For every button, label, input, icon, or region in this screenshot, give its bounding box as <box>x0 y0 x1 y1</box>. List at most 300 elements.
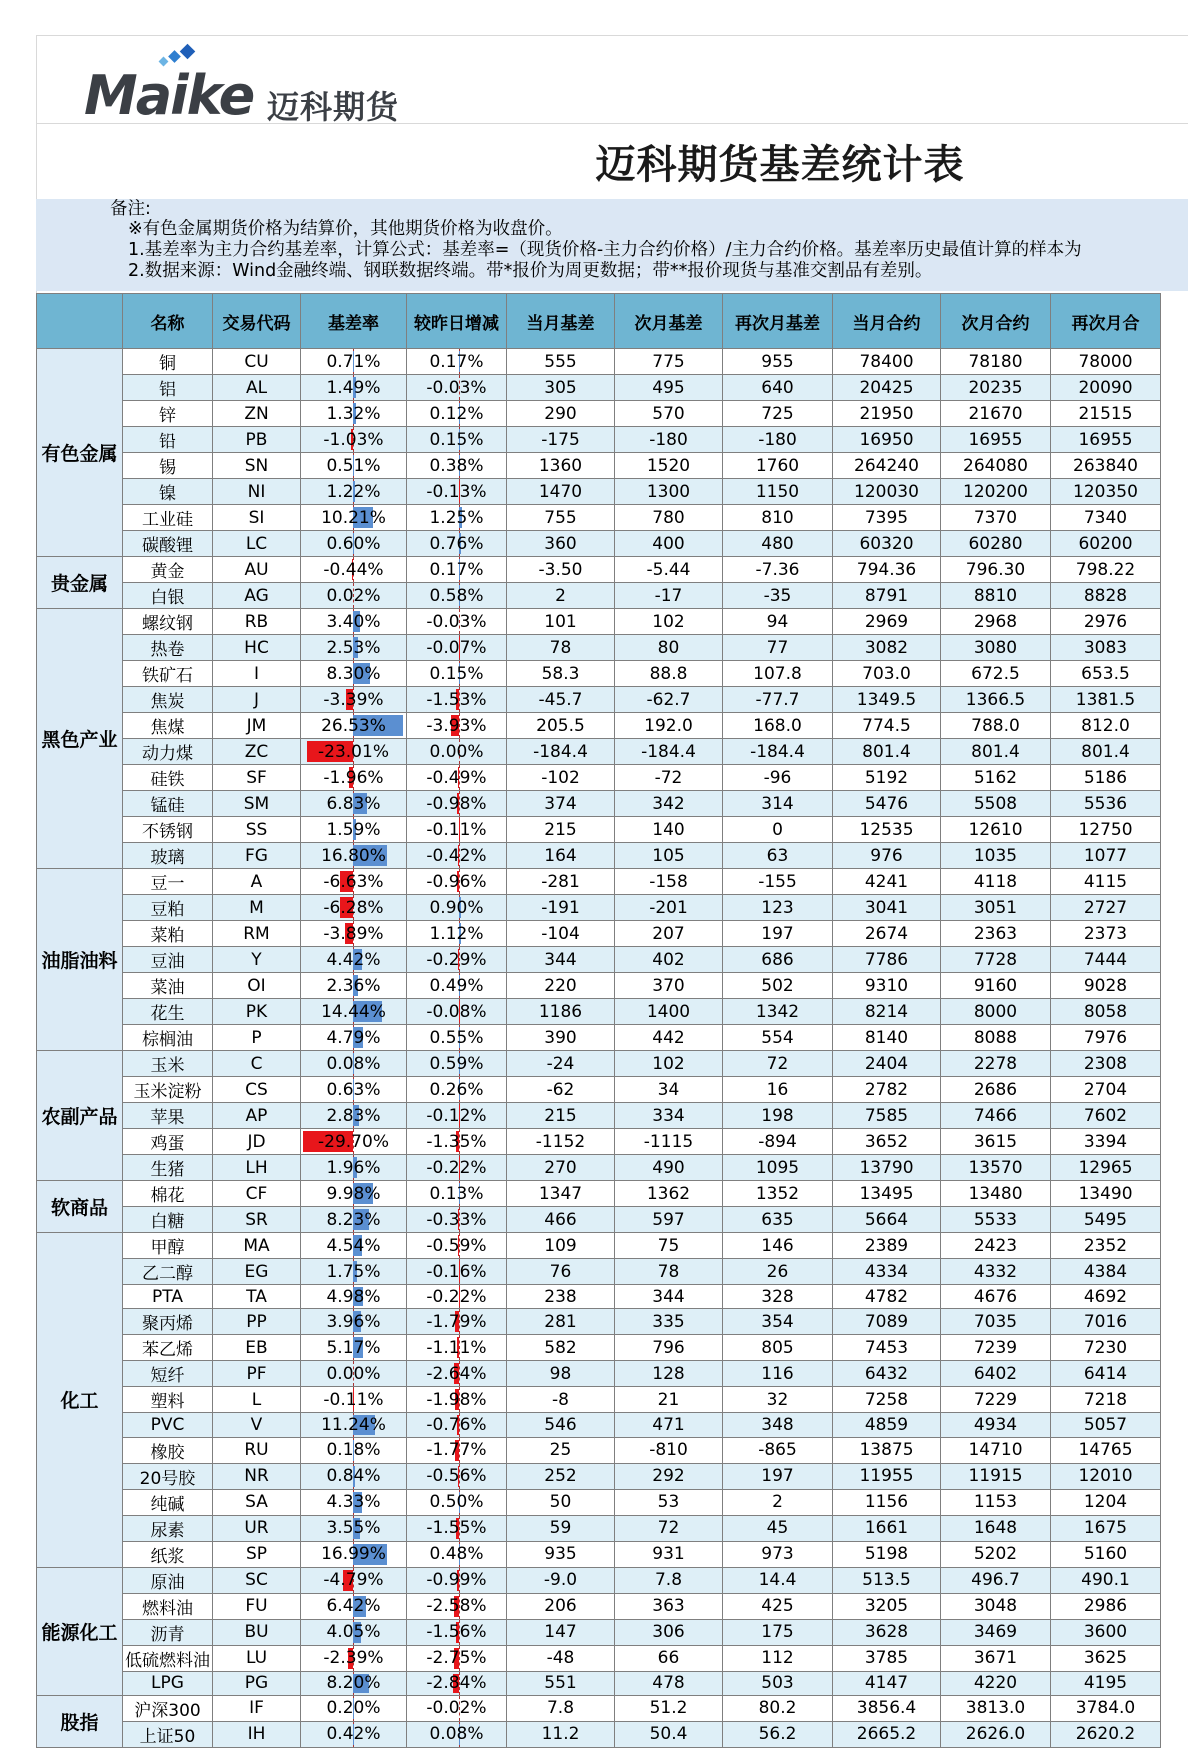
basis-cell[interactable]: 597 <box>615 1207 723 1233</box>
contract-price-cell[interactable]: 7466 <box>941 1103 1051 1129</box>
daily-change-cell[interactable] <box>407 609 507 635</box>
contract-price-cell[interactable]: 7453 <box>833 1335 941 1361</box>
basis-cell[interactable]: -865 <box>723 1437 833 1463</box>
basis-cell[interactable]: 490 <box>615 1155 723 1181</box>
basis-cell[interactable]: 123 <box>723 895 833 921</box>
contract-price-cell[interactable]: 12010 <box>1051 1463 1161 1489</box>
product-name-cell[interactable]: 生猪 <box>123 1155 213 1181</box>
table-row[interactable] <box>37 401 1161 427</box>
basis-cell[interactable]: 1360 <box>507 453 615 479</box>
table-row[interactable] <box>37 1593 1161 1619</box>
basis-cell[interactable]: 192.0 <box>615 713 723 739</box>
table-row[interactable] <box>37 1155 1161 1181</box>
table-row[interactable] <box>37 349 1161 375</box>
basis-rate-cell[interactable] <box>301 479 407 505</box>
exchange-code-cell[interactable]: SI <box>213 505 301 531</box>
basis-cell[interactable]: -184.4 <box>615 739 723 765</box>
basis-cell[interactable]: -45.7 <box>507 687 615 713</box>
daily-change-cell[interactable] <box>407 661 507 687</box>
contract-price-cell[interactable]: 13875 <box>833 1437 941 1463</box>
contract-price-cell[interactable]: 2278 <box>941 1051 1051 1077</box>
daily-change-cell[interactable] <box>407 1155 507 1181</box>
contract-price-cell[interactable]: 8828 <box>1051 583 1161 609</box>
daily-change-cell[interactable] <box>407 739 507 765</box>
contract-price-cell[interactable]: 1675 <box>1051 1515 1161 1541</box>
product-name-cell[interactable]: 锡 <box>123 453 213 479</box>
daily-change-cell[interactable] <box>407 1335 507 1361</box>
basis-cell[interactable]: 425 <box>723 1593 833 1619</box>
daily-change-cell[interactable] <box>407 1437 507 1463</box>
product-name-cell[interactable]: 上证50 <box>123 1721 213 1747</box>
contract-price-cell[interactable]: 78400 <box>833 349 941 375</box>
contract-price-cell[interactable]: 2308 <box>1051 1051 1161 1077</box>
contract-price-cell[interactable]: 703.0 <box>833 661 941 687</box>
contract-price-cell[interactable]: 3051 <box>941 895 1051 921</box>
basis-rate-cell[interactable] <box>301 375 407 401</box>
basis-cell[interactable]: 442 <box>615 1025 723 1051</box>
basis-cell[interactable]: 56.2 <box>723 1721 833 1747</box>
basis-cell[interactable]: 72 <box>615 1515 723 1541</box>
basis-cell[interactable]: -201 <box>615 895 723 921</box>
exchange-code-cell[interactable]: EG <box>213 1259 301 1285</box>
basis-cell[interactable]: 215 <box>507 817 615 843</box>
contract-price-cell[interactable]: 120030 <box>833 479 941 505</box>
basis-cell[interactable]: 207 <box>615 921 723 947</box>
exchange-code-cell[interactable]: Y <box>213 947 301 973</box>
basis-cell[interactable]: 551 <box>507 1671 615 1695</box>
table-row[interactable] <box>37 713 1161 739</box>
basis-cell[interactable]: 328 <box>723 1285 833 1309</box>
basis-cell[interactable]: 197 <box>723 921 833 947</box>
contract-price-cell[interactable]: 2968 <box>941 609 1051 635</box>
exchange-code-cell[interactable]: TA <box>213 1285 301 1309</box>
table-row[interactable] <box>37 1619 1161 1645</box>
basis-rate-cell[interactable] <box>301 1463 407 1489</box>
exchange-code-cell[interactable]: SP <box>213 1541 301 1567</box>
contract-price-cell[interactable]: 9310 <box>833 973 941 999</box>
product-name-cell[interactable]: 动力煤 <box>123 739 213 765</box>
basis-cell[interactable]: 50.4 <box>615 1721 723 1747</box>
contract-price-cell[interactable]: 3813.0 <box>941 1695 1051 1721</box>
product-name-cell[interactable]: 白糖 <box>123 1207 213 1233</box>
daily-change-cell[interactable] <box>407 505 507 531</box>
basis-rate-cell[interactable] <box>301 1541 407 1567</box>
contract-price-cell[interactable]: 3652 <box>833 1129 941 1155</box>
basis-rate-cell[interactable] <box>301 1285 407 1309</box>
daily-change-cell[interactable] <box>407 817 507 843</box>
contract-price-cell[interactable]: 3469 <box>941 1619 1051 1645</box>
basis-cell[interactable]: 374 <box>507 791 615 817</box>
contract-price-cell[interactable]: 20090 <box>1051 375 1161 401</box>
daily-change-cell[interactable] <box>407 1567 507 1593</box>
contract-price-cell[interactable]: 4195 <box>1051 1671 1161 1695</box>
contract-price-cell[interactable]: 8140 <box>833 1025 941 1051</box>
basis-rate-cell[interactable] <box>301 687 407 713</box>
basis-cell[interactable]: 7.8 <box>507 1695 615 1721</box>
contract-price-cell[interactable]: 2423 <box>941 1233 1051 1259</box>
exchange-code-cell[interactable]: JM <box>213 713 301 739</box>
basis-cell[interactable]: 2 <box>723 1489 833 1515</box>
product-name-cell[interactable]: 棕榈油 <box>123 1025 213 1051</box>
col-header[interactable]: 次月合约 <box>941 294 1051 349</box>
exchange-code-cell[interactable]: PF <box>213 1361 301 1387</box>
daily-change-cell[interactable] <box>407 1463 507 1489</box>
product-name-cell[interactable]: 苹果 <box>123 1103 213 1129</box>
basis-cell[interactable]: 7.8 <box>615 1567 723 1593</box>
table-row[interactable] <box>37 843 1161 869</box>
basis-cell[interactable]: 50 <box>507 1489 615 1515</box>
daily-change-cell[interactable] <box>407 765 507 791</box>
table-row[interactable] <box>37 1437 1161 1463</box>
exchange-code-cell[interactable]: A <box>213 869 301 895</box>
table-row[interactable] <box>37 817 1161 843</box>
contract-price-cell[interactable]: 8088 <box>941 1025 1051 1051</box>
basis-cell[interactable]: 780 <box>615 505 723 531</box>
basis-cell[interactable]: 281 <box>507 1309 615 1335</box>
basis-cell[interactable]: 775 <box>615 349 723 375</box>
basis-cell[interactable]: -180 <box>615 427 723 453</box>
contract-price-cell[interactable]: 6402 <box>941 1361 1051 1387</box>
basis-rate-cell[interactable] <box>301 895 407 921</box>
basis-cell[interactable]: 198 <box>723 1103 833 1129</box>
basis-rate-cell[interactable] <box>301 713 407 739</box>
table-row[interactable] <box>37 479 1161 505</box>
basis-rate-cell[interactable] <box>301 739 407 765</box>
contract-price-cell[interactable]: 120200 <box>941 479 1051 505</box>
contract-price-cell[interactable]: 798.22 <box>1051 557 1161 583</box>
daily-change-cell[interactable] <box>407 1103 507 1129</box>
product-name-cell[interactable]: 铜 <box>123 349 213 375</box>
basis-cell[interactable]: 1470 <box>507 479 615 505</box>
contract-price-cell[interactable]: 6432 <box>833 1361 941 1387</box>
basis-cell[interactable]: 1095 <box>723 1155 833 1181</box>
contract-price-cell[interactable]: 3600 <box>1051 1619 1161 1645</box>
basis-rate-cell[interactable] <box>301 1259 407 1285</box>
table-row[interactable] <box>37 1285 1161 1309</box>
contract-price-cell[interactable]: 78180 <box>941 349 1051 375</box>
contract-price-cell[interactable]: 801.4 <box>941 739 1051 765</box>
contract-price-cell[interactable]: 21670 <box>941 401 1051 427</box>
basis-rate-cell[interactable] <box>301 1155 407 1181</box>
contract-price-cell[interactable]: 4934 <box>941 1413 1051 1437</box>
basis-rate-cell[interactable] <box>301 1489 407 1515</box>
exchange-code-cell[interactable]: CU <box>213 349 301 375</box>
contract-price-cell[interactable]: 20425 <box>833 375 941 401</box>
basis-rate-cell[interactable] <box>301 1567 407 1593</box>
basis-cell[interactable]: 45 <box>723 1515 833 1541</box>
product-name-cell[interactable]: 菜粕 <box>123 921 213 947</box>
basis-rate-cell[interactable] <box>301 1387 407 1413</box>
basis-rate-cell[interactable] <box>301 817 407 843</box>
contract-price-cell[interactable]: 1156 <box>833 1489 941 1515</box>
product-name-cell[interactable]: 棉花 <box>123 1181 213 1207</box>
contract-price-cell[interactable]: 16955 <box>1051 427 1161 453</box>
daily-change-cell[interactable] <box>407 921 507 947</box>
product-name-cell[interactable]: 锌 <box>123 401 213 427</box>
contract-price-cell[interactable]: 3048 <box>941 1593 1051 1619</box>
basis-cell[interactable]: 58.3 <box>507 661 615 687</box>
contract-price-cell[interactable]: 796.30 <box>941 557 1051 583</box>
exchange-code-cell[interactable]: LH <box>213 1155 301 1181</box>
contract-price-cell[interactable]: 13570 <box>941 1155 1051 1181</box>
contract-price-cell[interactable]: 1035 <box>941 843 1051 869</box>
exchange-code-cell[interactable]: I <box>213 661 301 687</box>
contract-price-cell[interactable]: 2704 <box>1051 1077 1161 1103</box>
contract-price-cell[interactable]: 2626.0 <box>941 1721 1051 1747</box>
basis-cell[interactable]: 2 <box>507 583 615 609</box>
daily-change-cell[interactable] <box>407 1207 507 1233</box>
basis-cell[interactable]: 973 <box>723 1541 833 1567</box>
product-name-cell[interactable]: 沪深300 <box>123 1695 213 1721</box>
table-row[interactable] <box>37 1671 1161 1695</box>
basis-cell[interactable]: 101 <box>507 609 615 635</box>
product-name-cell[interactable]: 白银 <box>123 583 213 609</box>
contract-price-cell[interactable]: 5186 <box>1051 765 1161 791</box>
contract-price-cell[interactable]: 7370 <box>941 505 1051 531</box>
product-name-cell[interactable]: 锰硅 <box>123 791 213 817</box>
contract-price-cell[interactable]: 1381.5 <box>1051 687 1161 713</box>
basis-rate-cell[interactable] <box>301 869 407 895</box>
daily-change-cell[interactable] <box>407 1181 507 1207</box>
product-name-cell[interactable]: 甲醇 <box>123 1233 213 1259</box>
contract-price-cell[interactable]: 3625 <box>1051 1645 1161 1671</box>
contract-price-cell[interactable]: 6414 <box>1051 1361 1161 1387</box>
contract-price-cell[interactable]: 2986 <box>1051 1593 1161 1619</box>
basis-cell[interactable]: 1300 <box>615 479 723 505</box>
contract-price-cell[interactable]: 3628 <box>833 1619 941 1645</box>
basis-rate-cell[interactable] <box>301 1695 407 1721</box>
product-name-cell[interactable]: 鸡蛋 <box>123 1129 213 1155</box>
exchange-code-cell[interactable]: EB <box>213 1335 301 1361</box>
exchange-code-cell[interactable]: L <box>213 1387 301 1413</box>
basis-cell[interactable]: 635 <box>723 1207 833 1233</box>
basis-rate-cell[interactable] <box>301 791 407 817</box>
basis-rate-cell[interactable] <box>301 1233 407 1259</box>
col-header[interactable]: 次月基差 <box>615 294 723 349</box>
contract-price-cell[interactable]: 7016 <box>1051 1309 1161 1335</box>
contract-price-cell[interactable]: 2665.2 <box>833 1721 941 1747</box>
basis-cell[interactable]: 98 <box>507 1361 615 1387</box>
contract-price-cell[interactable]: 1077 <box>1051 843 1161 869</box>
exchange-code-cell[interactable]: OI <box>213 973 301 999</box>
daily-change-cell[interactable] <box>407 583 507 609</box>
basis-cell[interactable]: -175 <box>507 427 615 453</box>
basis-cell[interactable]: 80.2 <box>723 1695 833 1721</box>
contract-price-cell[interactable]: 120350 <box>1051 479 1161 505</box>
contract-price-cell[interactable]: 3785 <box>833 1645 941 1671</box>
daily-change-cell[interactable] <box>407 869 507 895</box>
basis-cell[interactable]: 252 <box>507 1463 615 1489</box>
basis-cell[interactable]: 480 <box>723 531 833 557</box>
contract-price-cell[interactable]: 14710 <box>941 1437 1051 1463</box>
contract-price-cell[interactable]: 7340 <box>1051 505 1161 531</box>
basis-cell[interactable]: -102 <box>507 765 615 791</box>
contract-price-cell[interactable]: 4220 <box>941 1671 1051 1695</box>
basis-rate-cell[interactable] <box>301 1181 407 1207</box>
daily-change-cell[interactable] <box>407 1619 507 1645</box>
basis-cell[interactable]: 51.2 <box>615 1695 723 1721</box>
table-row[interactable] <box>37 1721 1161 1747</box>
table-row[interactable] <box>37 1515 1161 1541</box>
product-name-cell[interactable]: 苯乙烯 <box>123 1335 213 1361</box>
table-row[interactable] <box>37 1361 1161 1387</box>
daily-change-cell[interactable] <box>407 1541 507 1567</box>
basis-cell[interactable]: 78 <box>507 635 615 661</box>
contract-price-cell[interactable]: 7089 <box>833 1309 941 1335</box>
product-name-cell[interactable]: 铅 <box>123 427 213 453</box>
contract-price-cell[interactable]: 5476 <box>833 791 941 817</box>
basis-rate-cell[interactable] <box>301 661 407 687</box>
daily-change-cell[interactable] <box>407 947 507 973</box>
basis-cell[interactable]: 686 <box>723 947 833 973</box>
basis-cell[interactable]: 109 <box>507 1233 615 1259</box>
contract-price-cell[interactable]: 7218 <box>1051 1387 1161 1413</box>
contract-price-cell[interactable]: 2404 <box>833 1051 941 1077</box>
exchange-code-cell[interactable]: FU <box>213 1593 301 1619</box>
table-row[interactable] <box>37 1335 1161 1361</box>
exchange-code-cell[interactable]: MA <box>213 1233 301 1259</box>
basis-cell[interactable]: 1520 <box>615 453 723 479</box>
daily-change-cell[interactable] <box>407 1515 507 1541</box>
basis-cell[interactable]: 147 <box>507 1619 615 1645</box>
contract-price-cell[interactable]: 7229 <box>941 1387 1051 1413</box>
product-name-cell[interactable]: 塑料 <box>123 1387 213 1413</box>
table-row[interactable] <box>37 791 1161 817</box>
contract-price-cell[interactable]: 2976 <box>1051 609 1161 635</box>
basis-rate-cell[interactable] <box>301 1413 407 1437</box>
table-row[interactable] <box>37 635 1161 661</box>
daily-change-cell[interactable] <box>407 1259 507 1285</box>
basis-cell[interactable]: -8 <box>507 1387 615 1413</box>
basis-cell[interactable]: -62 <box>507 1077 615 1103</box>
contract-price-cell[interactable]: 13790 <box>833 1155 941 1181</box>
col-header[interactable]: 当月合约 <box>833 294 941 349</box>
basis-rate-cell[interactable] <box>301 1129 407 1155</box>
basis-rate-cell[interactable] <box>301 1721 407 1747</box>
contract-price-cell[interactable]: 2389 <box>833 1233 941 1259</box>
contract-price-cell[interactable]: 774.5 <box>833 713 941 739</box>
contract-price-cell[interactable]: 4859 <box>833 1413 941 1437</box>
basis-cell[interactable]: 146 <box>723 1233 833 1259</box>
contract-price-cell[interactable]: 513.5 <box>833 1567 941 1593</box>
basis-cell[interactable]: 215 <box>507 1103 615 1129</box>
basis-cell[interactable]: 344 <box>615 1285 723 1309</box>
daily-change-cell[interactable] <box>407 401 507 427</box>
basis-cell[interactable]: -155 <box>723 869 833 895</box>
basis-rate-cell[interactable] <box>301 843 407 869</box>
basis-cell[interactable]: -894 <box>723 1129 833 1155</box>
contract-price-cell[interactable]: 12750 <box>1051 817 1161 843</box>
contract-price-cell[interactable]: 801.4 <box>1051 739 1161 765</box>
basis-cell[interactable]: -9.0 <box>507 1567 615 1593</box>
contract-price-cell[interactable]: 78000 <box>1051 349 1161 375</box>
daily-change-cell[interactable] <box>407 895 507 921</box>
basis-cell[interactable]: 53 <box>615 1489 723 1515</box>
product-name-cell[interactable]: 热卷 <box>123 635 213 661</box>
contract-price-cell[interactable]: 3671 <box>941 1645 1051 1671</box>
basis-cell[interactable]: 88.8 <box>615 661 723 687</box>
table-row[interactable] <box>37 609 1161 635</box>
exchange-code-cell[interactable]: PK <box>213 999 301 1025</box>
daily-change-cell[interactable] <box>407 1671 507 1695</box>
basis-cell[interactable]: 314 <box>723 791 833 817</box>
basis-cell[interactable]: 640 <box>723 375 833 401</box>
basis-cell[interactable]: 805 <box>723 1335 833 1361</box>
basis-cell[interactable]: 72 <box>723 1051 833 1077</box>
contract-price-cell[interactable]: 2727 <box>1051 895 1161 921</box>
table-row[interactable] <box>37 1233 1161 1259</box>
basis-rate-cell[interactable] <box>301 1207 407 1233</box>
contract-price-cell[interactable]: 7786 <box>833 947 941 973</box>
table-row[interactable] <box>37 869 1161 895</box>
basis-cell[interactable]: 78 <box>615 1259 723 1285</box>
basis-cell[interactable]: 128 <box>615 1361 723 1387</box>
product-name-cell[interactable]: 玻璃 <box>123 843 213 869</box>
basis-rate-cell[interactable] <box>301 973 407 999</box>
contract-price-cell[interactable]: 794.36 <box>833 557 941 583</box>
daily-change-cell[interactable] <box>407 1645 507 1671</box>
daily-change-cell[interactable] <box>407 427 507 453</box>
basis-cell[interactable]: 1342 <box>723 999 833 1025</box>
contract-price-cell[interactable]: 12610 <box>941 817 1051 843</box>
table-row[interactable] <box>37 739 1161 765</box>
basis-cell[interactable]: 168.0 <box>723 713 833 739</box>
product-name-cell[interactable]: 原油 <box>123 1567 213 1593</box>
basis-cell[interactable]: 305 <box>507 375 615 401</box>
contract-price-cell[interactable]: 5162 <box>941 765 1051 791</box>
basis-cell[interactable]: -184.4 <box>723 739 833 765</box>
table-row[interactable] <box>37 453 1161 479</box>
product-name-cell[interactable]: 聚丙烯 <box>123 1309 213 1335</box>
contract-price-cell[interactable]: 7976 <box>1051 1025 1161 1051</box>
basis-cell[interactable]: 955 <box>723 349 833 375</box>
contract-price-cell[interactable]: 20235 <box>941 375 1051 401</box>
basis-cell[interactable]: 306 <box>615 1619 723 1645</box>
exchange-code-cell[interactable]: ZC <box>213 739 301 765</box>
col-header[interactable]: 较昨日增减 <box>407 294 507 349</box>
basis-cell[interactable]: 25 <box>507 1437 615 1463</box>
basis-cell[interactable]: 582 <box>507 1335 615 1361</box>
exchange-code-cell[interactable]: SS <box>213 817 301 843</box>
basis-cell[interactable]: 107.8 <box>723 661 833 687</box>
basis-cell[interactable]: 32 <box>723 1387 833 1413</box>
basis-cell[interactable]: -5.44 <box>615 557 723 583</box>
basis-cell[interactable]: -191 <box>507 895 615 921</box>
table-row[interactable] <box>37 1051 1161 1077</box>
contract-price-cell[interactable]: 788.0 <box>941 713 1051 739</box>
contract-price-cell[interactable]: 4692 <box>1051 1285 1161 1309</box>
contract-price-cell[interactable]: 5160 <box>1051 1541 1161 1567</box>
table-row[interactable] <box>37 557 1161 583</box>
contract-price-cell[interactable]: 8810 <box>941 583 1051 609</box>
contract-price-cell[interactable]: 490.1 <box>1051 1567 1161 1593</box>
product-name-cell[interactable]: 黄金 <box>123 557 213 583</box>
daily-change-cell[interactable] <box>407 1233 507 1259</box>
basis-cell[interactable]: 11.2 <box>507 1721 615 1747</box>
col-header[interactable]: 再次月合 <box>1051 294 1161 349</box>
exchange-code-cell[interactable]: PP <box>213 1309 301 1335</box>
contract-price-cell[interactable]: 2686 <box>941 1077 1051 1103</box>
basis-cell[interactable]: 270 <box>507 1155 615 1181</box>
basis-rate-cell[interactable] <box>301 1361 407 1387</box>
contract-price-cell[interactable]: 21950 <box>833 401 941 427</box>
exchange-code-cell[interactable]: SC <box>213 1567 301 1593</box>
exchange-code-cell[interactable]: RM <box>213 921 301 947</box>
table-row[interactable] <box>37 1207 1161 1233</box>
table-row[interactable] <box>37 1259 1161 1285</box>
basis-cell[interactable]: 14.4 <box>723 1567 833 1593</box>
basis-rate-cell[interactable] <box>301 1671 407 1695</box>
